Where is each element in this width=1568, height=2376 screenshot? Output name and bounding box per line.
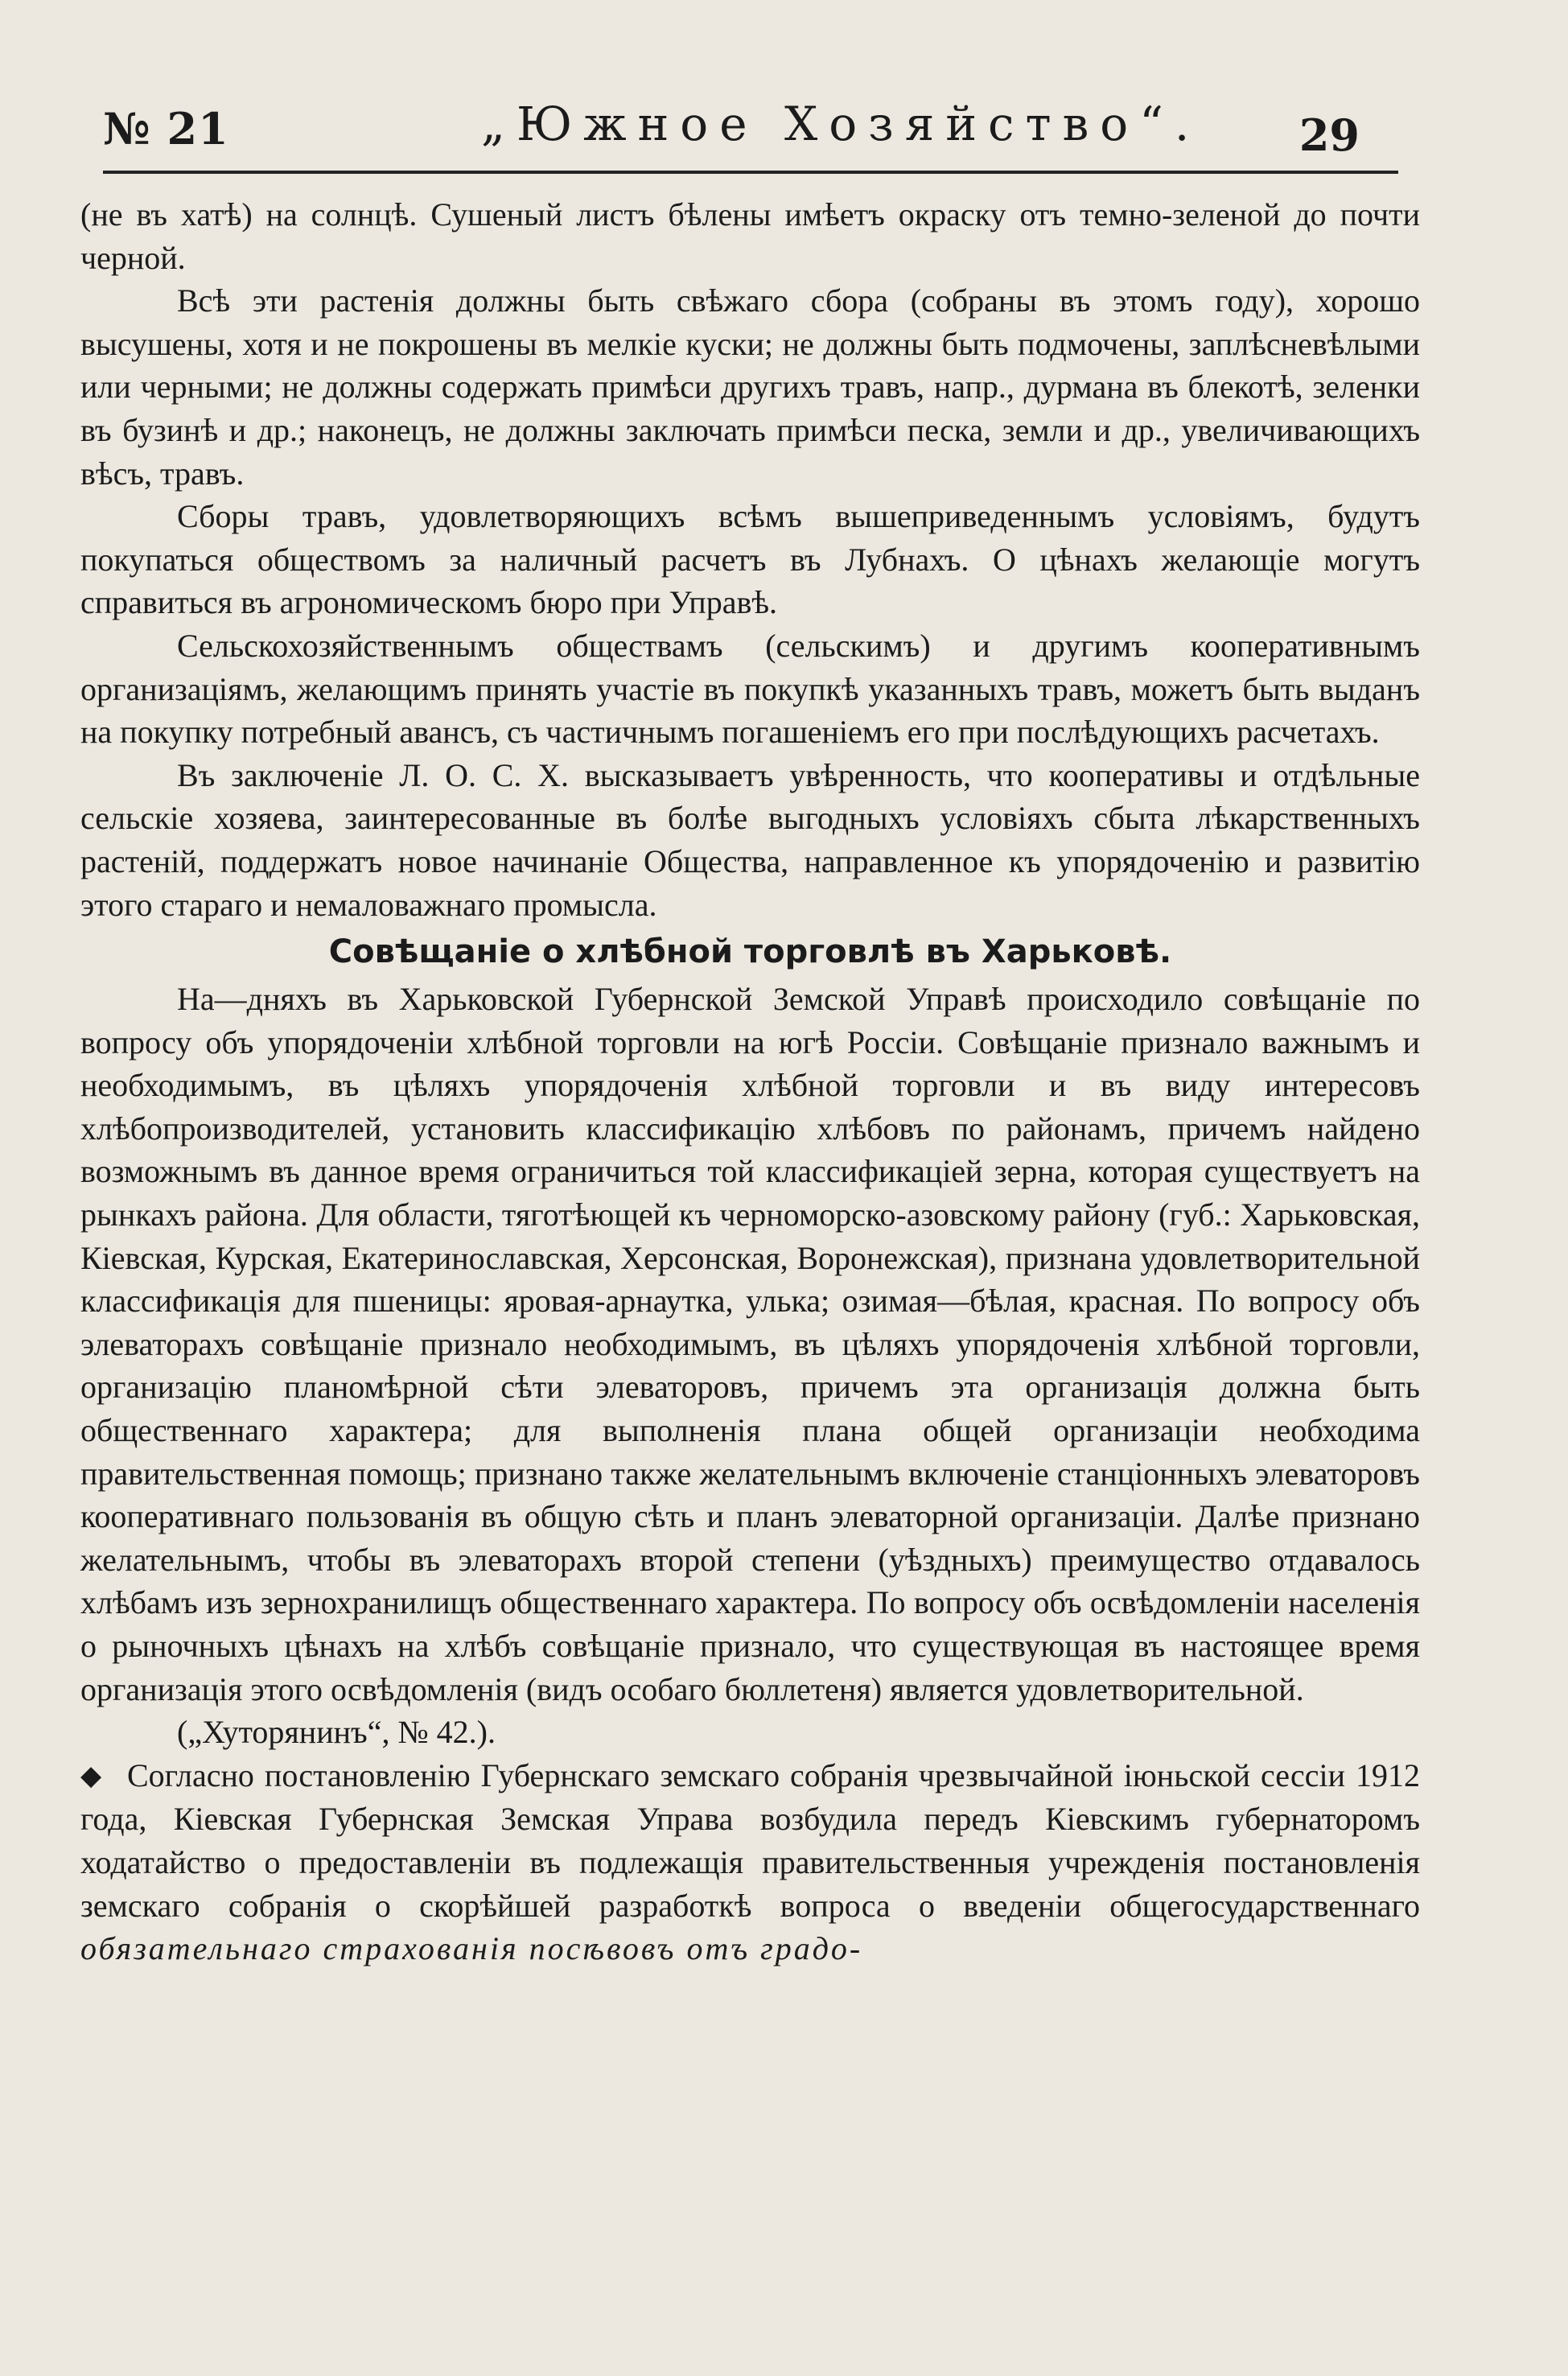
diamond-bullet-icon: ◆ [80, 1760, 102, 1791]
spaced-emphasis: обязательнаго страхованія посѣвовъ отъ градо- [80, 1930, 863, 1967]
source-citation: („Хуторянинъ“, № 42.). [177, 1714, 496, 1751]
paragraph-text: Согласно постановленію Губернскаго земскаго собранія чрезвычайной іюньской сессіи 1912 года, Кіевская Губернская Земская Управа возбудила передъ Кіевскимъ губернаторомъ ходатайство о предоставленіи въ подлежащія правительственныя учрежденія постановленія земскаго собранія о скорѣйшей разработкѣ вопроса о введеніи общегосударственнаго [80, 1756, 1420, 1924]
journal-title: „Южное Хозяйство“. [481, 97, 1201, 151]
header-rule [103, 171, 1398, 174]
section-heading: Совѣщаніе о хлѣбной торговлѣ въ Харьковѣ. [328, 933, 1172, 971]
running-header [103, 97, 1398, 174]
paragraph: Сельскохозяйственнымъ обществамъ (сельскимъ) и другимъ кооперативнымъ организаціямъ, желающимъ принять участіе въ покупкѣ указанныхъ травъ, можетъ быть выданъ на покупку потребный авансъ, съ частичнымъ погашеніемъ его при послѣдующихъ расчетахъ. [80, 627, 1420, 751]
paragraph: Въ заключеніе Л. О. С. Х. высказываетъ увѣренность, что кооперативы и отдѣльные сельскіе хозяева, заинтересованные въ болѣе выгодныхъ условіяхъ сбыта лѣкарственныхъ растеній, поддержатъ новое начинаніе Общества, направленное къ упорядоченію и развитію этого стараго и немаловажнаго промысла. [80, 756, 1420, 923]
paragraph: Всѣ эти растенія должны быть свѣжаго сбора (собраны въ этомъ году), хорошо высушены, хотя и не покрошены въ мелкіе куски; не должны быть подмочены, заплѣсневѣлыми или черными; не должны содержать примѣси другихъ травъ, напр., дурмана въ блекотѣ, зеленки въ бузинѣ и др.; наконецъ, не должны заключать примѣси песка, земли и др., увеличивающихъ вѣсъ, травъ. [80, 282, 1420, 492]
issue-number: № 21 [103, 103, 229, 154]
paragraph [80, 1754, 1420, 1970]
paragraph: (не въ хатѣ) на солнцѣ. Сушеный листъ бѣлены имѣетъ окраску отъ темно-зеленой до почти черной. [80, 196, 1420, 276]
paragraph: Сборы травъ, удовлетворяющихъ всѣмъ вышеприведеннымъ условіямъ, будутъ покупаться обществомъ за наличный расчетъ въ Лубнахъ. О цѣнахъ желающіе могутъ справиться въ агрономическомъ бюро при Управѣ. [80, 498, 1420, 621]
paragraph: На—дняхъ въ Харьковской Губернской Земской Управѣ происходило совѣщаніе по вопросу объ упорядоченіи хлѣбной торговли на югѣ Россіи. Совѣщаніе признало важнымъ и необходимымъ, въ цѣляхъ упорядоченія хлѣбной торговли и въ виду интересовъ хлѣбопроизводителей, установить классификацію хлѣбовъ по районамъ, причемъ найдено возможнымъ въ данное время ограничиться той классификаціей зерна, которая существуетъ на рынкахъ района. Для области, тяготѣющей къ черноморско-азовскому району (губ.: Харьковская, Кіевская, Курская, Екатеринославская, Херсонская, Воронежская), признана удовлетворительной классификація для пшеницы: яровая-арнаутка, улька; озимая—бѣлая, красная. По вопросу объ элеваторахъ совѣщаніе признало необходимымъ, въ цѣляхъ упорядоченія хлѣбной торговли, организацію планомѣрной сѣти элеваторовъ, причемъ эта организація должна быть общественнаго характера; для выполненія плана общей организаціи необходима правительственная помощь; признано также желательнымъ включеніе станціонныхъ элеваторовъ кооперативнаго пользованія въ общую сѣть и планъ элеваторной организаціи. Далѣе признано желательнымъ, чтобы въ элеваторахъ второй степени (уѣздныхъ) преимущество отдавалось хлѣбамъ изъ зернохранилищъ общественнаго характера. По вопросу объ освѣдомленіи населенія о рыночныхъ цѣнахъ на хлѣбъ совѣщаніе признало, что существующая въ настоящее время организація этого освѣдомленія (видъ особаго бюллетеня) является удовлетворительной. [80, 981, 1420, 1707]
article-body [80, 193, 1420, 1970]
page-number: 29 [1298, 109, 1360, 161]
